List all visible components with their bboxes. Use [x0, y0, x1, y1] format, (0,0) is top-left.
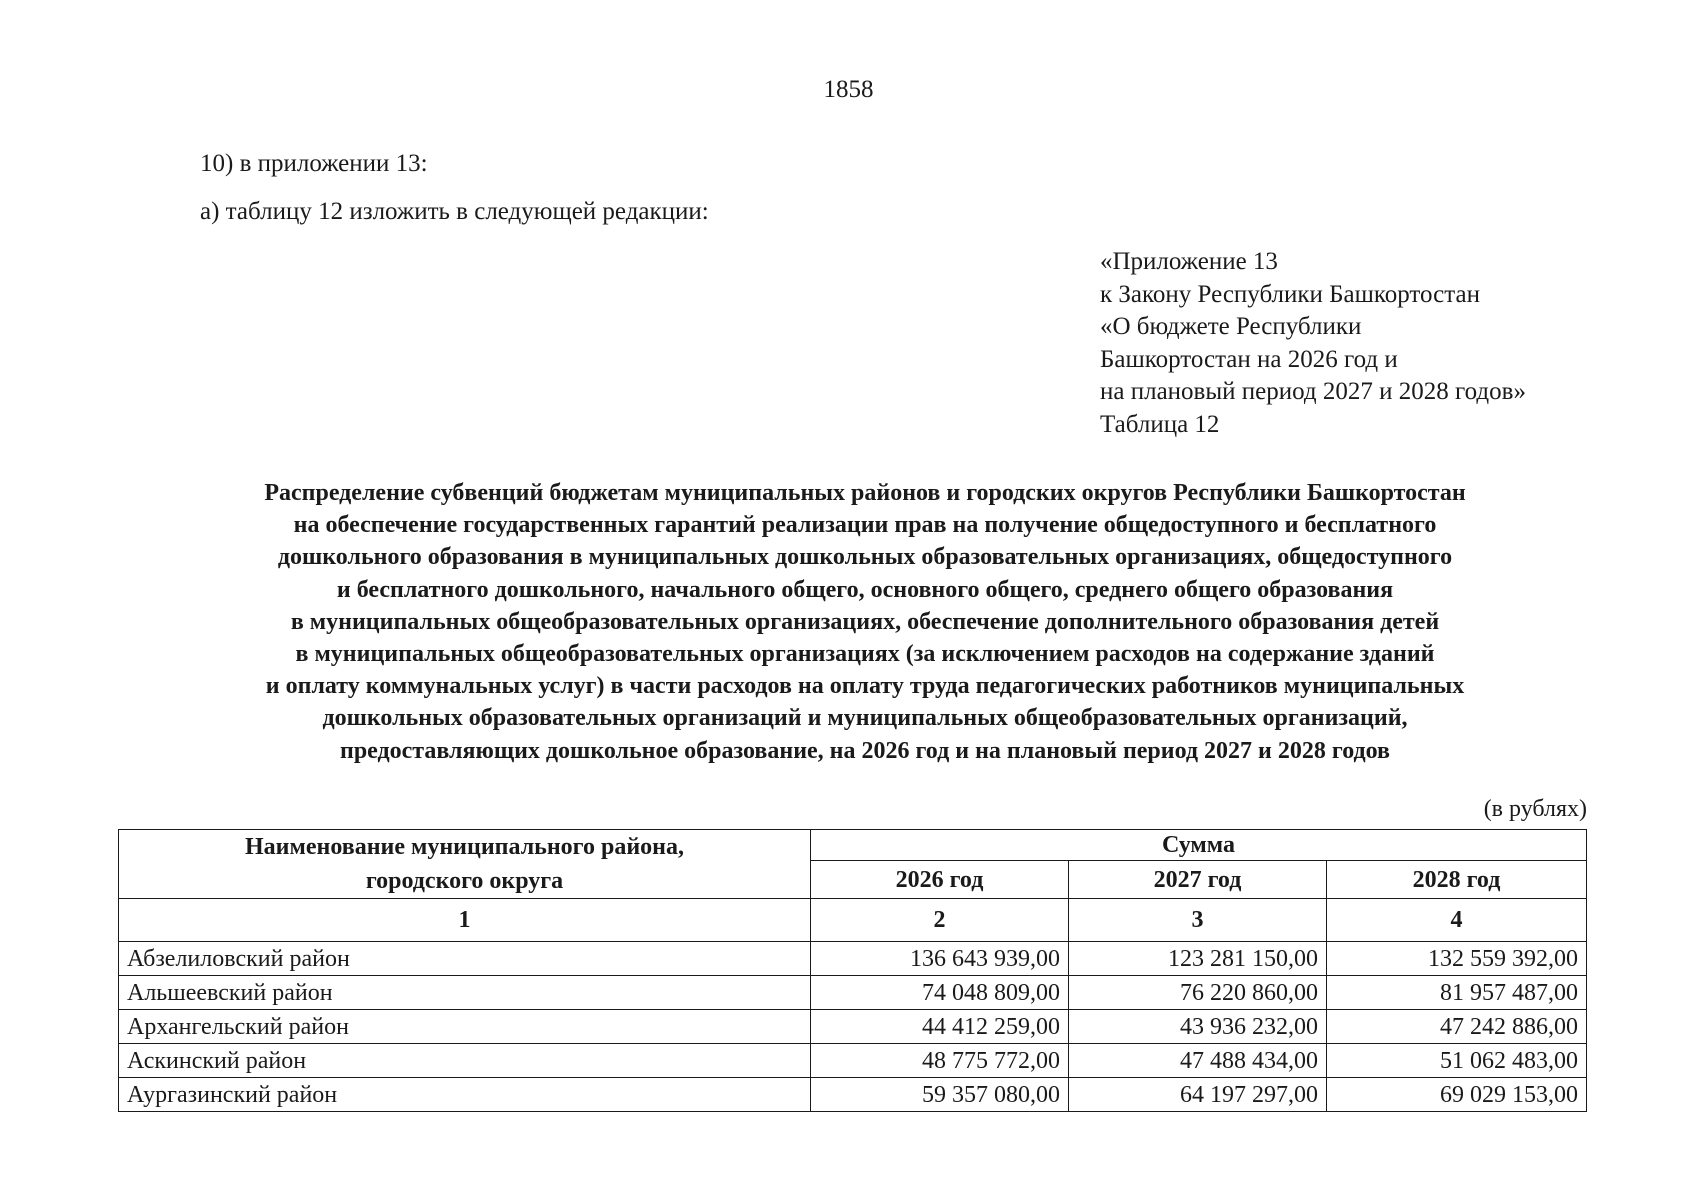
table-row: [119, 942, 1587, 976]
appendix-line: к Закону Республики Башкортостан: [1100, 280, 1480, 308]
amount-2028: 132 559 392,00: [1327, 942, 1587, 976]
title-line: дошкольных образовательных организаций и муниципальных общеобразовательных организаций,: [322, 705, 1408, 732]
municipality-name: Аскинский район: [119, 1044, 811, 1078]
column-number: 4: [1327, 899, 1587, 942]
title-line: в муниципальных общеобразовательных организациях (за исключением расходов на содержание зданий: [295, 641, 1435, 668]
municipality-name: Аургазинский район: [119, 1078, 811, 1112]
amount-2026: 44 412 259,00: [811, 1010, 1069, 1044]
appendix-line: «О бюджете Республики: [1100, 313, 1362, 340]
municipality-name: Альшеевский район: [119, 976, 811, 1010]
column-number: 2: [811, 899, 1069, 942]
table-row: [119, 1078, 1587, 1112]
amount-2027: 47 488 434,00: [1069, 1044, 1327, 1078]
title-line: Распределение субвенций бюджетам муниципальных районов и городских округов Республики Башкортостан: [264, 480, 1466, 506]
paragraph-subitem-a: а) таблицу 12 изложить в следующей редакции:: [200, 198, 709, 225]
header-sum: Сумма: [811, 830, 1587, 861]
appendix-reference: [1100, 246, 1526, 441]
header-year-2028: 2028 год: [1327, 861, 1587, 899]
amount-2026: 74 048 809,00: [811, 976, 1069, 1010]
header-year-2026: 2026 год: [811, 861, 1069, 899]
amount-2027: 76 220 860,00: [1069, 976, 1327, 1010]
page-number: 1858: [823, 76, 874, 103]
column-number: 3: [1069, 899, 1327, 942]
amount-2026: 136 643 939,00: [811, 942, 1069, 976]
title-line: и бесплатного дошкольного, начального общего, основного общего, среднего общего образования: [336, 576, 1394, 603]
table-row: [119, 1044, 1587, 1078]
appendix-line: Башкортостан на 2026 год и: [1100, 345, 1398, 373]
header-municipality-line1: Наименование муниципального района,: [245, 834, 684, 860]
appendix-line: на плановый период 2027 и 2028 годов»: [1100, 378, 1526, 405]
header-year-2027: 2027 год: [1069, 861, 1327, 899]
title-line: и оплату коммунальных услуг) в части расходов на оплату труда педагогических работников муниципальных: [265, 673, 1465, 700]
title-line: предоставляющих дошкольное образование, на 2026 год и на плановый период 2027 и 2028 годов: [340, 737, 1390, 764]
title-line: на обеспечение государственных гарантий реализации прав на получение общедоступного и бесплатного: [293, 512, 1437, 539]
amount-2027: 64 197 297,00: [1069, 1078, 1327, 1112]
budget-table: [118, 829, 1587, 1112]
header-municipality-line2: городского округа: [365, 868, 564, 894]
title-line: в муниципальных общеобразовательных организациях, обеспечение дополнительного образования детей: [290, 608, 1440, 635]
column-number-row: [119, 899, 1587, 942]
amount-2028: 47 242 886,00: [1327, 1010, 1587, 1044]
document-title: [100, 477, 1630, 767]
amount-2027: 43 936 232,00: [1069, 1010, 1327, 1044]
amount-2028: 81 957 487,00: [1327, 976, 1587, 1010]
paragraph-item-10: 10) в приложении 13:: [200, 150, 428, 177]
municipality-name: Абзелиловский район: [119, 942, 811, 976]
appendix-line: «Приложение 13: [1100, 248, 1278, 275]
table-row: [119, 976, 1587, 1010]
amount-2028: 51 062 483,00: [1327, 1044, 1587, 1078]
amount-2026: 48 775 772,00: [811, 1044, 1069, 1078]
table-row: [119, 1010, 1587, 1044]
units-label: (в рублях): [1483, 796, 1587, 822]
header-municipality: [119, 830, 811, 899]
amount-2026: 59 357 080,00: [811, 1078, 1069, 1112]
title-line: дошкольного образования в муниципальных дошкольных образовательных организациях, общедоступного: [277, 544, 1453, 571]
table-number-label: Таблица 12: [1100, 410, 1220, 438]
amount-2027: 123 281 150,00: [1069, 942, 1327, 976]
amount-2028: 69 029 153,00: [1327, 1078, 1587, 1112]
column-number: 1: [119, 899, 811, 942]
municipality-name: Архангельский район: [119, 1010, 811, 1044]
